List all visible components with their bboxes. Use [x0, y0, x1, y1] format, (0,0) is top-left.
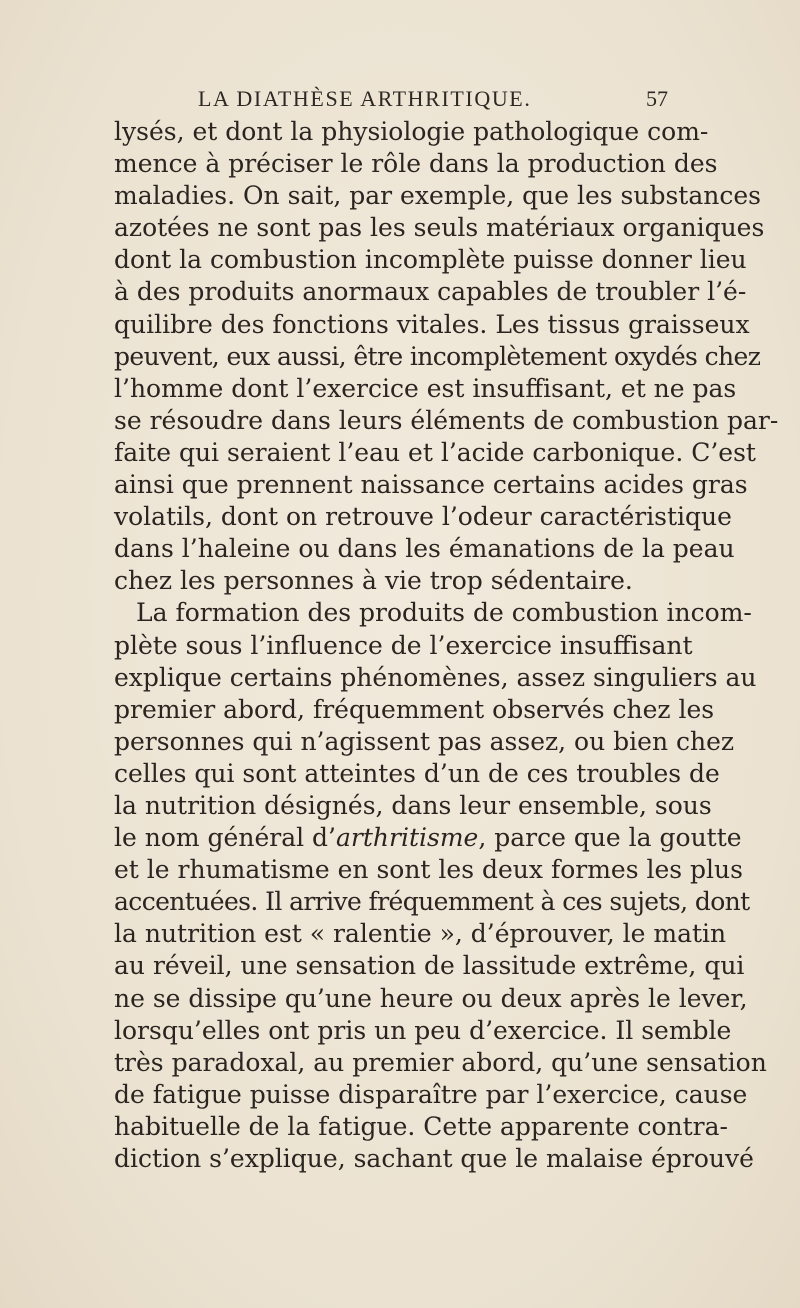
text-line: très paradoxal, au premier abord, qu’une sensation — [114, 1047, 767, 1077]
paragraph-end-line: chez les personnes à vie trop sédentaire. — [114, 566, 633, 596]
text-line: peuvent, eux aussi, être incomplètement oxydés chez — [114, 341, 761, 371]
text-line: maladies. On sait, par exemple, que les substances — [114, 181, 761, 211]
text-line: faite qui seraient l’eau et l’acide carbonique. C’est — [114, 437, 756, 467]
running-head — [0, 86, 800, 116]
text-line-with-italic — [114, 822, 742, 854]
running-title: LA DIATHÈSE ARTHRITIQUE. — [198, 86, 532, 111]
text-line: au réveil, une sensation de lassitude extrême, qui — [114, 951, 745, 981]
text-line: accentuées. Il arrive fréquemment à ces sujets, dont — [114, 887, 750, 917]
text-segment: , parce que la goutte — [478, 823, 742, 853]
text-line: volatils, dont on retrouve l’odeur caractéristique — [114, 502, 732, 532]
text-line: se résoudre dans leurs éléments de combustion par- — [114, 405, 779, 435]
page-number: 57 — [646, 86, 668, 111]
text-line: la nutrition est « ralentie », d’éprouver, le matin — [114, 919, 727, 949]
text-line: diction s’explique, sachant que le malaise éprouvé — [114, 1144, 754, 1173]
text-line: la nutrition désignés, dans leur ensemble, sous — [114, 790, 712, 820]
text-line: habituelle de la fatigue. Cette apparente contra- — [114, 1111, 728, 1141]
text-line: plète sous l’influence de l’exercice insuffisant — [114, 630, 693, 660]
text-segment: le nom général d’ — [114, 823, 336, 853]
text-line: lysés, et dont la physiologie pathologique com- — [114, 117, 709, 146]
text-line: explique certains phénomènes, assez singuliers au — [114, 662, 757, 692]
text-line: et le rhumatisme en sont les deux formes les plus — [114, 855, 743, 885]
text-line: mence à préciser le rôle dans la production des — [114, 149, 718, 179]
text-line: dans l’haleine ou dans les émanations de la peau — [114, 534, 735, 564]
text-line: personnes qui n’agissent pas assez, ou bien chez — [114, 726, 735, 756]
text-line: dont la combustion incomplète puisse donner lieu — [114, 245, 747, 275]
text-line: lorsqu’elles ont pris un peu d’exercice. Il semble — [114, 1015, 732, 1045]
text-line: ainsi que prennent naissance certains acides gras — [114, 470, 748, 500]
italic-term: arthritisme — [336, 823, 479, 853]
paragraph-start-line: La formation des produits de combustion incom- — [136, 598, 752, 628]
text-line: premier abord, fréquemment observés chez les — [114, 694, 715, 724]
text-line: quilibre des fonctions vitales. Les tissus graisseux — [114, 309, 750, 339]
text-line: azotées ne sont pas les seuls matériaux organiques — [114, 213, 765, 243]
body-text — [114, 116, 779, 1175]
text-line: ne se dissipe qu’une heure ou deux après le lever, — [114, 983, 748, 1013]
text-line: l’homme dont l’exercice est insuffisant, et ne pas — [114, 373, 737, 403]
text-line: à des produits anormaux capables de troubler l’é- — [114, 277, 747, 307]
text-line: de fatigue puisse disparaître par l’exercice, cause — [114, 1079, 748, 1109]
text-line: celles qui sont atteintes d’un de ces troubles de — [114, 758, 720, 788]
